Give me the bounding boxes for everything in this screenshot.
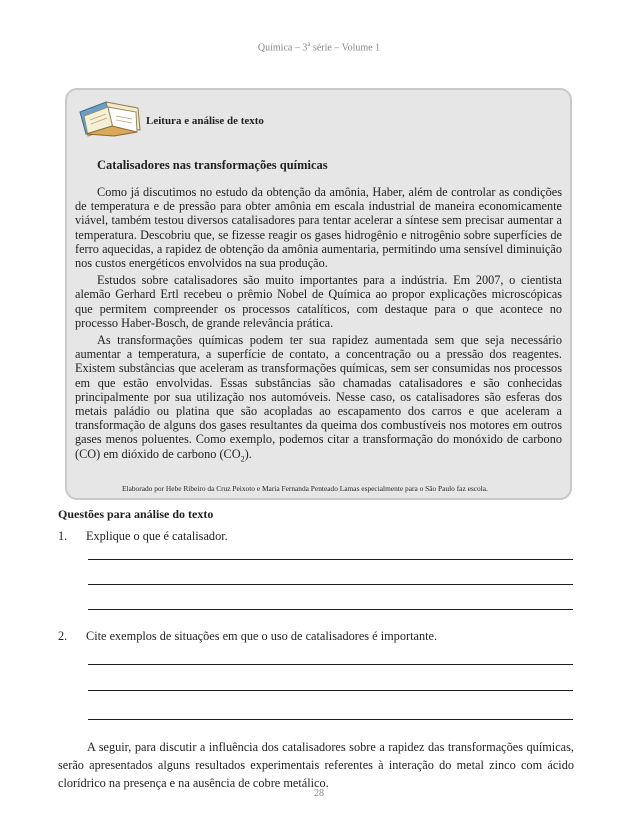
answer-line[interactable] [88, 664, 573, 665]
question-2-text: Cite exemplos de situações em que o uso de catalisadores é importante. [86, 629, 438, 643]
paragraph-3-end: ). [244, 446, 252, 461]
text-title: Catalisadores nas transformações químicas [97, 158, 328, 172]
questions-title: Questões para análise do texto [58, 507, 214, 521]
page-number: 28 [314, 788, 324, 799]
closing-paragraph: A seguir, para discutir a influência dos catalisadores sobre a rapidez das transformações químicas, serão apresentados alguns resultados experimentais referentes à interação do metal zinco com ácido clorídrico na presença e na ausência de cobre metálico. [58, 740, 574, 790]
header-suffix: série – Volume 1 [310, 42, 381, 54]
header-superscript: a [307, 40, 311, 48]
reading-text [75, 185, 562, 469]
answer-line[interactable] [88, 584, 573, 585]
answer-line[interactable] [88, 719, 573, 720]
answer-line[interactable] [88, 559, 573, 560]
paragraph-1: Como já discutimos no estudo da obtenção da amônia, Haber, além de controlar as condições de temperatura e de pressão para obter amônia em escala industrial de maneira economicamente viável, também testou diversos catalisadores para tentar acelerar a síntese sem precisar aumentar a temperatura. Descobriu que, se fizesse reagir os gases hidrogênio e nitrogênio sobre superfícies de ferro aquecidas, a rapidez de obtenção da amônia aumentaria, permitindo uma sensível diminuição nos custos energéticos envolvidos na sua produção. [75, 185, 562, 271]
answer-line[interactable] [88, 690, 573, 691]
question-1-text: Explique o que é catalisador. [86, 529, 228, 543]
running-header [0, 40, 638, 53]
co2-subscript: 2 [240, 454, 245, 464]
paragraph-2: Estudos sobre catalisadores são muito importantes para a indústria. Em 2007, o cientista alemão Gerhard Ertl recebeu o prêmio Nobel de Química ao propor explicações microscópicas que permitem compreender os processos catalíticos, com destaque para o que acontece no processo Haber-Bosch, de grande relevância prática. [75, 273, 562, 330]
question-1-number: 1. [58, 529, 68, 543]
header-prefix: Química – 3 [257, 42, 308, 54]
answer-line[interactable] [88, 609, 573, 610]
question-2 [58, 629, 437, 644]
section-title: Leitura e análise de texto [146, 115, 264, 127]
question-2-number: 2. [58, 629, 68, 643]
paragraph-3-text: As transformações químicas podem ter sua rapidez aumentada sem que seja necessário aumentar a temperatura, a superfície de contato, a concentração ou a pressão dos reagentes. Existem substâncias que aceleram as transformações químicas, sem ser consumidas nos processos em que estão envolvidas. Essas substâncias são chamadas catalisadores e são conhecidas principalmente por sua utilização nos automóveis. Nesse caso, os catalisadores são esferas dos metais paládio ou platina que são acopladas ao escapamento dos carros e que aceleram a transformação de alguns dos gases resultantes da queima dos combustíveis nos motores em outros gases menos poluentes. Como exemplo, podemos citar a transformação do monóxido de carbono (CO) em dióxido de carbono (CO [75, 333, 562, 461]
book-icon [76, 90, 144, 138]
question-1 [58, 529, 228, 544]
credit-line: Elaborado por Hebe Ribeiro da Cruz Peixoto e Maria Fernanda Penteado Lamas especialmente para o São Paulo faz escola. [122, 484, 488, 493]
paragraph-3 [75, 333, 562, 466]
